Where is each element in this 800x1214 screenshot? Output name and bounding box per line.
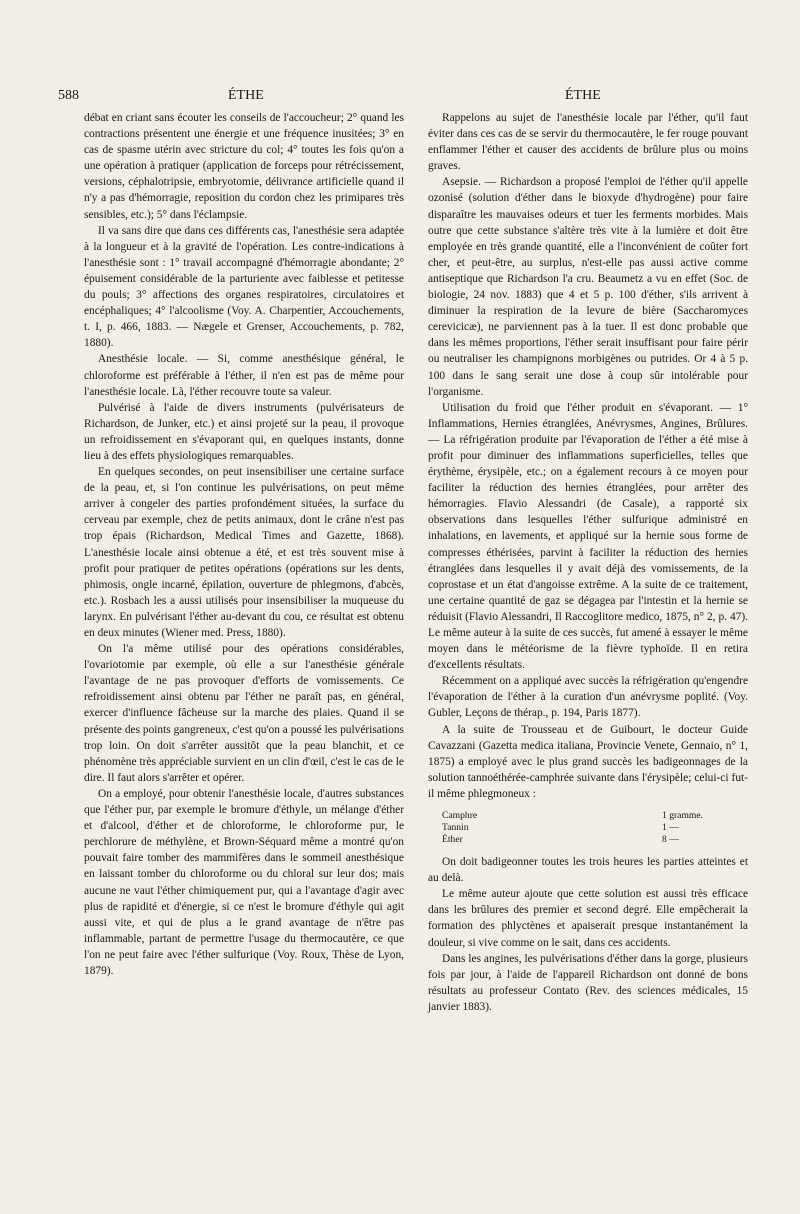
paragraph: Dans les angines, les pulvérisations d'éther dans la gorge, plusieurs fois par jour, à l'aide de l'appareil Richardson ont donné de bons résultats au professeur Contato (Rev. des sciences médicales, 15 janvier 1883). [428,952,748,1013]
paragraph: On l'a même utilisé pour des opérations considérables, l'ovariotomie par exemple, où elle a sur l'anesthésie générale l'avantage de ne pas provoquer d'efforts de vomissements. Ce refroidissement ainsi obtenu par l'éther ne paraît pas, en général, exercer d'influence fâcheuse sur la marche des plaies. Quand il se présente des points gangreneux, c'est qu'on a poussé les pulvérisations trop loin. On doit s'arrêter aussitôt que la peau blanchit, et ce phénomène très appréciable survient en un clin d'œil, c'est le cas de le dire. Il faut alors s'arrêter et opérer. [84,643,404,784]
running-head-left: ÉTHE [228,88,264,103]
paragraph: Récemment on a appliqué avec succès la réfrigération qu'engendre l'évaporation de l'éther à la curation d'un anévrysme poplité. (Voy. Gubler, Leçons de thérap., p. 194, Paris 1877). [428,675,748,720]
right-column [428,110,748,1015]
running-head-right: ÉTHE [565,88,601,103]
paragraph: On a employé, pour obtenir l'anesthésie locale, d'autres substances que l'éther pur, par exemple le bromure d'éthyle, un mélange d'éther et d'alcool, d'éther et de chloroforme, le chloroforme pur, le perchlorure de méthylène, et Brown-Séquard même a montré qu'on pouvait faire tomber des mammifères dans le sommeil anesthésique en laissant tomber du chloroforme ou du chloral sur leur dos; mais aucune ne vaut l'éther chimiquement pur, qui a l'avantage d'agir avec plus de rapidité et d'énergie, si ce n'est le bromure d'éthyle qui agit aussi vite, et qui de plus a le grand avantage de n'être pas inflammable, partant de permettre l'usage du thermocautère, ce que l'on ne peut faire avec l'éther sulfurique (Voy. Roux, Thèse de Lyon, 1879). [84,787,404,977]
recipe-item: Camphre [442,810,478,822]
recipe-row [442,810,732,822]
recipe-row [442,834,732,846]
paragraph: Anesthésie locale. — Si, comme anesthésique général, le chloroforme est préférable à l'éther, il n'en est pas de même pour l'anesthésie locale. Là, l'éther recouvre toute sa valeur. [84,353,404,398]
paragraph: Rappelons au sujet de l'anesthésie locale par l'éther, qu'il faut éviter dans ces cas de se servir du thermocautère, le fer rouge pouvant enflammer l'éther et causer des accidents de brûlure plus ou moins graves. [428,112,748,173]
left-column [84,110,404,979]
paragraph: Il va sans dire que dans ces différents cas, l'anesthésie sera adaptée à la longueur et à la gravité de l'opération. Les contre-indications à l'anesthésie sont : 1° travail accompagné d'hémorragie abondante; 2° épuisement considérable de la parturiente avec faiblesse et petitesse du pouls; 3° affections des organes respiratoires, circulatoires et encéphaliques; 4° l'alcoolisme (Voy. A. Charpentier, Accouchements, t. I, p. 466, 1883. — Nægele et Grenser, Accouchements, p. 782, 1880). [84,224,404,350]
paragraph: Utilisation du froid que l'éther produit en s'évaporant. — 1° Inflammations, Hernies étranglées, Anévrysmes, Angines, Brûlures. — La réfrigération produite par l'évaporation de l'éther a été mise à profit pour diminuer des inflammations superficielles, telles que érythème, érysipèle, etc.; on a également recours à ce moyen pour faciliter la réduction des hernies étranglées, pour arrêter des hémorragies. Flavio Alessandri (de Casale), a rapporté six observations dans lesquelles l'éther sulfurique administré en inhalations, en lavements, et appliqué sur la hernie sous forme de compresses éthérisées, parvint à faciliter la réduction des hernies étranglées dans lesquelles il y avait déjà des vomissements, de la coprostase et un état d'angoisse extrême. A la suite de ce traitement, une certaine quantité de gaz se dégagea par l'intestin et la hernie se réduisit (Flavio Alessandri, Il Raccoglitore medico, 1875, n° 2, p. 47). Le même auteur à la suite de ces succès, fut amené à essayer le même moyen dans le météorisme de la fièvre typhoïde. Il en retira d'excellents résultats. [428,401,748,672]
recipe-qty: 1 gramme. [662,810,704,822]
paragraph: Asepsie. — Richardson a proposé l'emploi de l'éther qu'il appelle ozonisé (solution d'éther dans le bioxyde d'hydrogène) pour faire disparaître les mauvaises odeurs et tuer les ferments morbides. Mais outre que cette substance s'altère très vite à la lumière et doit être employée en très grande quantité, elle a l'inconvénient de coûter fort cher, et peut-être, au surplus, n'est-elle pas aussi active comme antiseptique que Richardson l'a cru. Beaumetz a vu en effet (Soc. de biologie, 24 nov. 1883) que 4 et 5 p. 100 d'éther, s'ils arrivent à diminuer la respiration de la levure de bière (Saccharomyces cerevicicæ), ne parviennent pas à la tuer. Il est donc probable que dans les mêmes proportions, l'éther serait insuffisant pour faire périr ou neutraliser les champignons morbigènes ou putrides. Or 4 à 5 p. 100 dans le sang serait une dose à coup sûr intolérable pour l'organisme. [428,176,748,398]
recipe-qty: 8 — [662,834,679,846]
paragraph: Pulvérisé à l'aide de divers instruments (pulvérisateurs de Richardson, de Junker, etc.) et ainsi projeté sur la peau, il provoque un refroidissement en s'évaporant qui, en quelques instants, donne lieu à des effets physiologiques remarquables. [84,401,404,462]
recipe-row [442,822,732,834]
recipe-table [442,810,732,846]
paragraph: On doit badigeonner toutes les trois heures les parties atteintes et au delà. [428,856,748,885]
paragraph: En quelques secondes, on peut insensibiliser une certaine surface de la peau, et, si l'on continue les pulvérisations, on peut même arriver à congeler des parties profondément situées, la surface du cerveau par exemple, chez de petits animaux, dont le crâne n'est pas trop épais (Richardson, Medical Times and Gazette, 1868). L'anesthésie locale ainsi obtenue a été, et est très souvent mise à profit pour pratiquer de petites opérations (opérations sur les dents, phimosis, ongle incarné, épilation, ouverture de phlegmons, d'abcès, etc.). Rosbach les a aussi utilisés pour insensibiliser la muqueuse du larynx. En pulvérisant l'éther au-devant du cou, ce résultat est obtenu en deux minutes (Wiener med. Press, 1880). [84,466,404,639]
paragraph: débat en criant sans écouter les conseils de l'accoucheur; 2° quand les contractions présentent une énergie et une fréquence inusitées; 3° en cas de spasme utérin avec stricture du col; 4° toutes les fois qu'on a une opération à pratiquer (application de forceps pour rétrécissement, versions, céphalotripsie, embryotomie, délivrance artificielle quand il n'y a pas d'hémorragie, reposition du cordon chez les primipares très sensibles, etc.); 5° dans l'éclampsie. [84,112,404,221]
page-number: 588 [58,88,79,103]
recipe-item: Éther [442,834,463,846]
paragraph: Le même auteur ajoute que cette solution est aussi très efficace dans les brûlures des premier et second degré. Elle empêcherait la formation des phlyctènes et apaiserait presque instantanément la douleur, si vive comme on le sait, dans ces accidents. [428,888,748,949]
paragraph: A la suite de Trousseau et de Guibourt, le docteur Guide Cavazzani (Gazetta medica italiana, Provincie Venete, Gennaio, n° 1, 1875) a employé avec le plus grand succès les badigeonnages de la solution tannoéthérée-camphrée suivante dans l'érysipèle; celui-ci fut-il même phlegmoneux : [428,723,748,800]
recipe-qty: 1 — [662,822,679,834]
recipe-item: Tannin [442,822,469,834]
